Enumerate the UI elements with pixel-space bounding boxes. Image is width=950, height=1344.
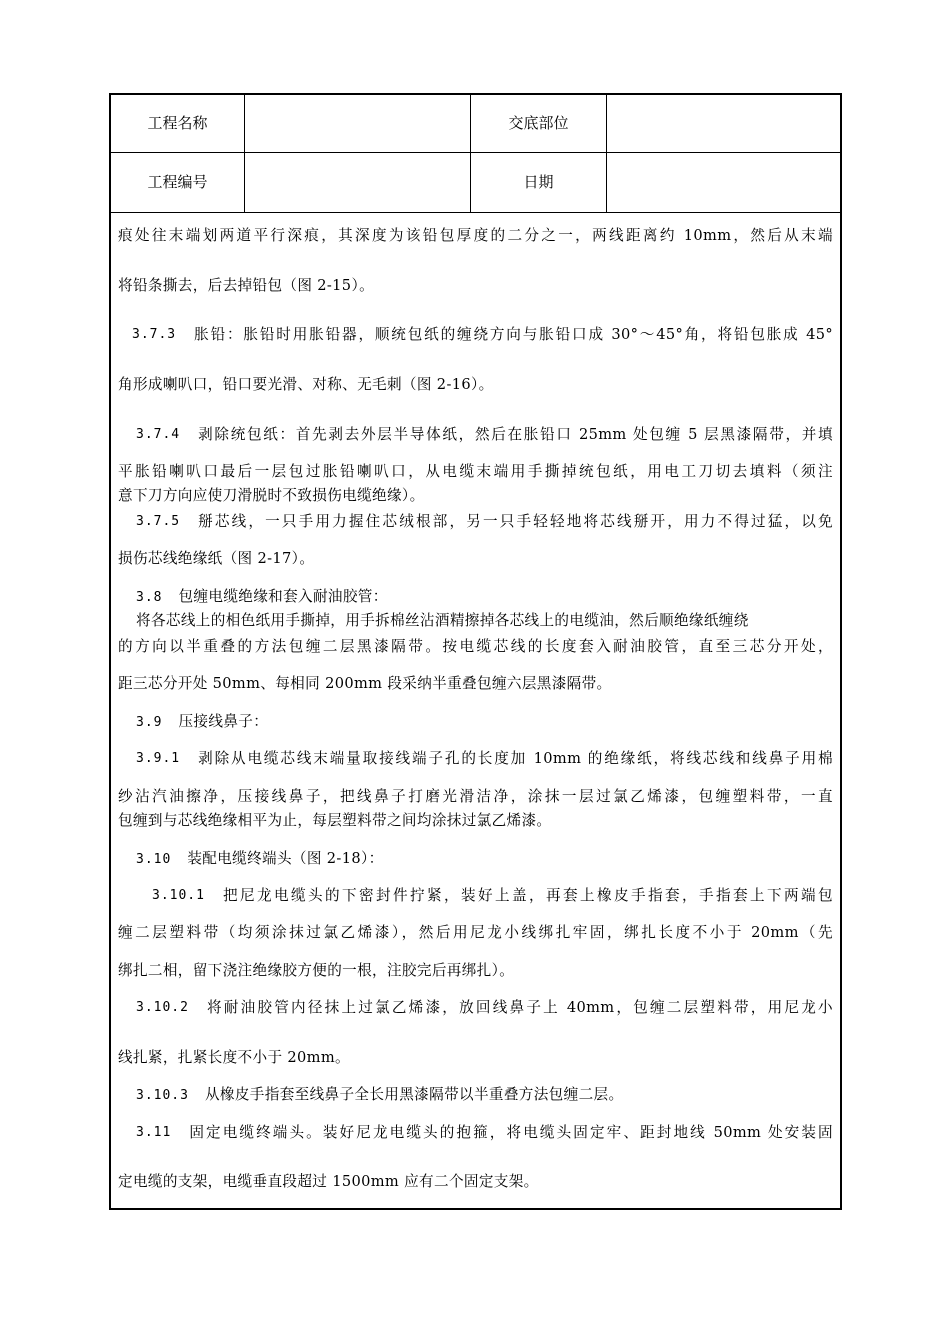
- section-number: 3.7.3: [132, 327, 177, 342]
- paragraph-text: 将耐油胶管内径抹上过氯乙烯漆，放回线鼻子上 40mm，包缠二层塑料带，用尼龙小: [206, 999, 833, 1016]
- paragraph-line: 将各芯线上的相色纸用手撕掉，用手拆棉丝沾酒精擦掉各芯线上的电缆油，然后顺绝缘纸缠绕: [136, 612, 749, 629]
- paragraph-line: [132, 325, 833, 345]
- paragraph-line: [136, 849, 833, 870]
- paragraph-text: 压接线鼻子：: [178, 713, 269, 730]
- paragraph-line: 的方向以半重叠的方法包缠二层黑漆隔带。按电缆芯线的长度套入耐油胶管，直至三芯分开处，: [118, 638, 833, 655]
- project-name-label: 工程名称: [147, 114, 208, 132]
- paragraph-text: 掰芯线，一只手用力握住芯绒根部，另一只手轻轻地将芯线掰开，用力不得过猛，以免: [198, 513, 833, 530]
- paragraph-line: 角形成喇叭口，铅口要光滑、对称、无毛刺（图 2-16）。: [118, 376, 494, 393]
- paragraph-line: [136, 512, 833, 532]
- section-number: 3.10: [136, 852, 172, 867]
- paragraph-line: 定电缆的支架，电缆垂直段超过 1500mm 应有二个固定支架。: [118, 1173, 539, 1190]
- paragraph-line: 痕处往末端划两道平行深痕，其深度为该铅包厚度的二分之一，两线距离约 10mm，然后从末端: [118, 227, 833, 244]
- paragraph-line: 线扎紧，扎紧长度不小于 20mm。: [118, 1049, 350, 1066]
- header-row-divider: [109, 152, 842, 153]
- paragraph-text: 从橡皮手指套至线鼻子全长用黑漆隔带以半重叠方法包缠二层。: [204, 1086, 624, 1103]
- section-number: 3.8: [136, 590, 163, 605]
- section-number: 3.10.2: [136, 1000, 189, 1015]
- section-number: 3.9: [136, 715, 163, 730]
- paragraph-line: 损伤芯线绝缘纸（图 2-17）。: [118, 550, 315, 567]
- project-number-label: 工程编号: [147, 173, 208, 191]
- paragraph-text: 剥除统包纸：首先剥去外层半导体纸，然后在胀铅口 25mm 处包缠 5 层黑漆隔带，并填: [198, 426, 833, 443]
- paragraph-line: 包缠到与芯线绝缘相平为止，每层塑料带之间均涂抹过氯乙烯漆。: [118, 812, 552, 829]
- paragraph-line: [136, 587, 833, 608]
- paragraph-line: 意下刀方向应使刀滑脱时不致损伤电缆绝缘）。: [118, 487, 425, 504]
- header-col-divider-3: [606, 93, 607, 213]
- paragraph-line: 绑扎二相，留下浇注绝缘胶方便的一根，注胶完后再绑扎）。: [118, 962, 515, 979]
- date-label: 日期: [523, 173, 554, 191]
- section-number: 3.7.5: [136, 514, 181, 529]
- paragraph-line: [136, 1085, 833, 1106]
- section-number: 3.11: [136, 1125, 172, 1140]
- paragraph-line: [136, 1123, 833, 1143]
- paragraph-text: 固定电缆终端头。装好尼龙电缆头的抱箍，将电缆头固定牢、距封地线 50mm 处安装固: [189, 1124, 833, 1141]
- section-number: 3.9.1: [136, 751, 181, 766]
- paragraph-line: 纱沾汽油擦净，压接线鼻子，把线鼻子打磨光滑洁净，涂抹一层过氯乙烯漆，包缠塑料带，一直: [118, 788, 833, 805]
- section-number: 3.10.1: [152, 888, 205, 903]
- header-col-divider-1: [244, 93, 245, 213]
- paragraph-line: [136, 749, 833, 769]
- paragraph-line: [136, 712, 833, 733]
- paragraph-text: 把尼龙电缆头的下密封件拧紧，装好上盖，再套上橡皮手指套，手指套上下两端包: [222, 887, 833, 904]
- paragraph-line: 平胀铅喇叭口最后一层包过胀铅喇叭口，从电缆末端用手撕掉统包纸，用电工刀切去填料（须注: [118, 463, 833, 480]
- location-label: 交底部位: [508, 114, 569, 132]
- section-number: 3.7.4: [136, 427, 181, 442]
- section-number: 3.10.3: [136, 1088, 189, 1103]
- paragraph-line: 缠二层塑料带（均须涂抹过氯乙烯漆），然后用尼龙小线绑扎牢固，绑扎长度不小于 20mm（先: [118, 924, 833, 941]
- paragraph-text: 包缠电缆绝缘和套入耐油胶管：: [178, 588, 388, 605]
- paragraph-line: 将铅条撕去，后去掉铅包（图 2-15）。: [118, 277, 375, 294]
- paragraph-text: 剥除从电缆芯线末端量取接线端子孔的长度加 10mm 的绝缘纸，将线芯线和线鼻子用棉: [198, 750, 833, 767]
- paragraph-text: 胀铅：胀铅时用胀铅器，顺统包纸的缠绕方向与胀铅口成 30°～45°角，将铅包胀成 45°: [194, 326, 833, 343]
- paragraph-line: [136, 998, 833, 1018]
- paragraph-line: 距三芯分开处 50mm、每相同 200mm 段采纳半重叠包缠六层黑漆隔带。: [118, 675, 612, 692]
- paragraph-text: 装配电缆终端头（图 2-18）：: [187, 850, 384, 867]
- paragraph-line: [152, 886, 833, 906]
- header-col-divider-2: [470, 93, 471, 213]
- header-bottom-divider: [109, 212, 842, 213]
- paragraph-line: [136, 425, 833, 445]
